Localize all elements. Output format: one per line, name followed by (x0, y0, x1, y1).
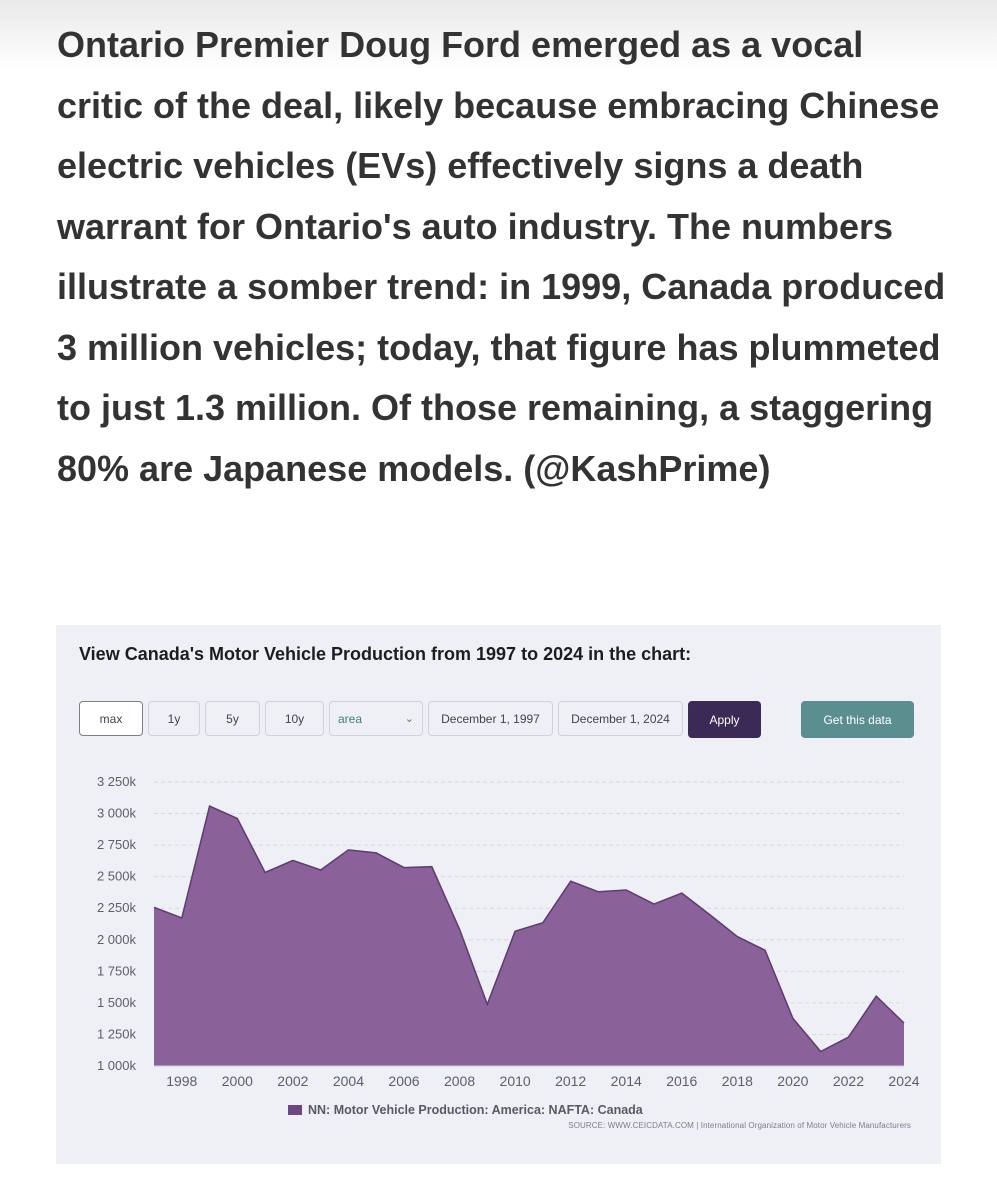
y-tick-label: 2 250k (96, 900, 136, 916)
legend[interactable] (288, 1103, 643, 1117)
x-tick-label: 2016 (666, 1073, 698, 1089)
article-text: Ontario Premier Doug Ford emerged as a vocal critic of the deal, likely because embracing Chinese electric vehicles (EVs) effectively signs a death warrant for Ontario's auto industry. The numbers illustrate a somber trend: in 1999, Canada produced 3 million vehicles; today, that figure has plummeted to just 1.3 million. Of those remaining, a staggering 80% are Japanese models. (@KashPrime) (57, 24, 946, 489)
x-tick-label: 2012 (555, 1073, 587, 1089)
y-tick-label: 1 000k (96, 1058, 136, 1073)
chart-panel (56, 625, 941, 1164)
x-tick-label: 2004 (332, 1073, 365, 1089)
y-tick-label: 3 250k (96, 774, 136, 789)
x-tick-label: 2000 (221, 1073, 253, 1089)
y-tick-label: 3 000k (96, 805, 136, 821)
x-tick-label: 2024 (888, 1073, 920, 1089)
x-tick-label: 2022 (832, 1073, 865, 1089)
legend-label: NN: Motor Vehicle Production: America: NAFTA: Canada (308, 1103, 643, 1117)
x-tick-label: 2018 (721, 1073, 753, 1089)
range-5y-button[interactable]: 5y (205, 701, 260, 736)
end-date-input[interactable]: December 1, 2024 (558, 701, 683, 736)
start-date-input[interactable]: December 1, 1997 (428, 701, 553, 736)
x-tick-label: 2006 (388, 1073, 420, 1089)
y-tick-label: 1 500k (96, 994, 136, 1010)
y-tick-label: 2 750k (96, 837, 136, 853)
range-1y-button[interactable]: 1y (148, 701, 200, 736)
y-tick-label: 1 250k (96, 1026, 136, 1042)
get-data-button[interactable]: Get this data (801, 701, 914, 738)
x-tick-label: 2014 (610, 1073, 642, 1089)
y-tick-label: 2 500k (96, 868, 136, 884)
source-note: SOURCE: WWW.CEICDATA.COM | International Organization of Motor Vehicle Manufacturers (568, 1121, 911, 1130)
chart-type-value: area (338, 711, 363, 726)
chevron-down-icon: ⌄ (404, 713, 414, 725)
x-tick-label: 1998 (166, 1073, 198, 1089)
area-chart (56, 625, 941, 1095)
apply-button[interactable]: Apply (688, 701, 761, 738)
legend-swatch (288, 1105, 302, 1115)
range-max-button[interactable]: max (79, 701, 143, 736)
y-tick-label: 1 750k (96, 963, 136, 979)
y-tick-label: 2 000k (96, 931, 136, 947)
x-tick-label: 2002 (277, 1073, 309, 1089)
x-tick-label: 2008 (443, 1073, 476, 1089)
x-tick-label: 2020 (777, 1073, 809, 1089)
panel-title: View Canada's Motor Vehicle Production from 1997 to 2024 in the chart: (79, 644, 692, 664)
range-10y-button[interactable]: 10y (265, 701, 324, 736)
x-tick-label: 2010 (499, 1073, 531, 1089)
